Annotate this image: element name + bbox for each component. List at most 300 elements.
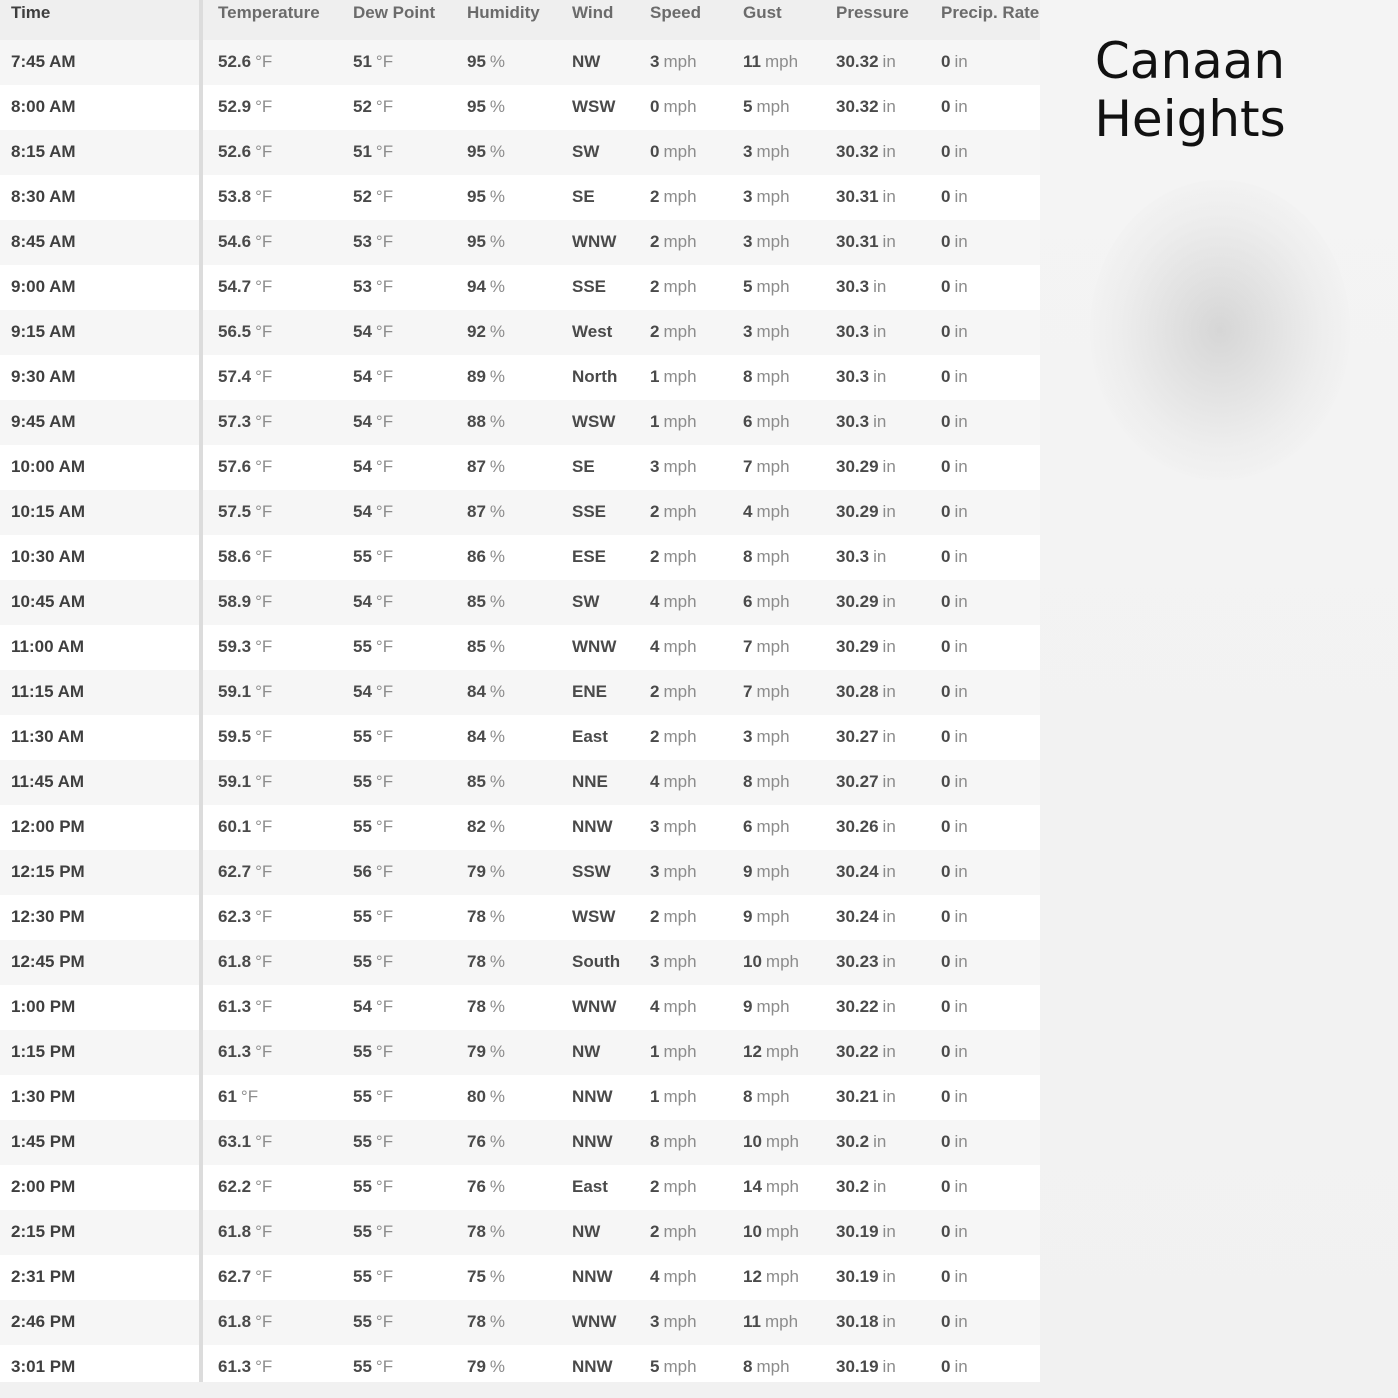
cell-precip-rate: 0 in [941, 1312, 968, 1331]
cell-speed: 3 mph [650, 457, 697, 476]
table-row [0, 85, 1040, 130]
cell-dew-point: 55 °F [353, 547, 394, 566]
cell-dew-point: 55 °F [353, 907, 394, 926]
cell-humidity: 95 % [467, 52, 506, 71]
column-header-speed[interactable]: Speed [650, 3, 702, 22]
cell-humidity: 75 % [467, 1267, 506, 1286]
cell-speed: 2 mph [650, 727, 697, 746]
cell-temperature: 62.3 °F [218, 907, 273, 926]
cell-gust: 8 mph [743, 1357, 790, 1376]
cell-dew-point: 53 °F [353, 277, 394, 296]
column-header-temperature[interactable]: Temperature [218, 3, 320, 22]
cell-dew-point: 55 °F [353, 1312, 394, 1331]
cell-gust: 10 mph [743, 952, 799, 971]
cell-pressure: 30.3 in [836, 412, 887, 431]
cell-gust: 14 mph [743, 1177, 799, 1196]
cell-humidity: 94 % [467, 277, 506, 296]
cell-wind: WSW [572, 907, 616, 926]
table-row [0, 760, 1040, 805]
cell-time: 1:45 PM [11, 1132, 76, 1151]
cell-pressure: 30.3 in [836, 277, 887, 296]
cell-pressure: 30.31 in [836, 232, 896, 251]
cell-gust: 9 mph [743, 997, 790, 1016]
cell-speed: 3 mph [650, 52, 697, 71]
cell-time: 12:30 PM [11, 907, 85, 926]
cell-dew-point: 54 °F [353, 997, 394, 1016]
cell-time: 11:00 AM [11, 637, 85, 656]
cell-dew-point: 52 °F [353, 187, 394, 206]
cell-time: 1:15 PM [11, 1042, 76, 1061]
cell-speed: 5 mph [650, 1357, 697, 1376]
cell-precip-rate: 0 in [941, 1042, 968, 1061]
cell-temperature: 63.1 °F [218, 1132, 273, 1151]
table-row [0, 1120, 1040, 1165]
cell-gust: 8 mph [743, 1087, 790, 1106]
cell-dew-point: 55 °F [353, 817, 394, 836]
cell-pressure: 30.26 in [836, 817, 896, 836]
cell-wind: WSW [572, 412, 616, 431]
cell-time: 10:15 AM [11, 502, 86, 521]
cell-pressure: 30.29 in [836, 502, 896, 521]
cell-gust: 10 mph [743, 1222, 799, 1241]
cell-dew-point: 54 °F [353, 592, 394, 611]
cell-pressure: 30.22 in [836, 997, 896, 1016]
cell-time: 3:01 PM [11, 1357, 76, 1376]
cell-humidity: 82 % [467, 817, 506, 836]
cell-dew-point: 54 °F [353, 322, 394, 341]
cell-time: 2:15 PM [11, 1222, 76, 1241]
cell-temperature: 62.2 °F [218, 1177, 273, 1196]
table-row [0, 535, 1040, 580]
cell-dew-point: 52 °F [353, 97, 394, 116]
cell-time: 9:45 AM [11, 412, 76, 431]
cell-wind: SW [572, 592, 600, 611]
cell-dew-point: 55 °F [353, 1267, 394, 1286]
cell-pressure: 30.19 in [836, 1222, 896, 1241]
cell-dew-point: 54 °F [353, 367, 394, 386]
table-row [0, 625, 1040, 670]
cell-humidity: 78 % [467, 1312, 506, 1331]
cell-humidity: 76 % [467, 1177, 506, 1196]
cell-precip-rate: 0 in [941, 457, 968, 476]
cell-speed: 2 mph [650, 187, 697, 206]
cell-humidity: 78 % [467, 907, 506, 926]
cell-precip-rate: 0 in [941, 1357, 968, 1376]
cell-time: 2:31 PM [11, 1267, 76, 1286]
cell-wind: NNW [572, 1087, 613, 1106]
cell-dew-point: 53 °F [353, 232, 394, 251]
table-row [0, 1255, 1040, 1300]
table-row [0, 1210, 1040, 1255]
background-blur [1090, 180, 1350, 480]
cell-humidity: 85 % [467, 772, 506, 791]
cell-temperature: 52.6 °F [218, 52, 273, 71]
cell-pressure: 30.18 in [836, 1312, 896, 1331]
cell-pressure: 30.28 in [836, 682, 896, 701]
cell-pressure: 30.19 in [836, 1267, 896, 1286]
cell-wind: SE [572, 187, 595, 206]
cell-speed: 1 mph [650, 1042, 697, 1061]
cell-speed: 4 mph [650, 772, 697, 791]
cell-humidity: 95 % [467, 97, 506, 116]
cell-humidity: 87 % [467, 457, 506, 476]
cell-gust: 12 mph [743, 1267, 799, 1286]
cell-dew-point: 55 °F [353, 727, 394, 746]
cell-precip-rate: 0 in [941, 682, 968, 701]
cell-precip-rate: 0 in [941, 1177, 968, 1196]
cell-time: 1:00 PM [11, 997, 76, 1016]
cell-dew-point: 55 °F [353, 1087, 394, 1106]
cell-speed: 3 mph [650, 862, 697, 881]
cell-wind: NW [572, 52, 601, 71]
cell-gust: 11 mph [743, 1312, 799, 1331]
cell-gust: 6 mph [743, 592, 790, 611]
cell-temperature: 62.7 °F [218, 1267, 273, 1286]
cell-humidity: 95 % [467, 232, 506, 251]
cell-speed: 2 mph [650, 322, 697, 341]
cell-precip-rate: 0 in [941, 862, 968, 881]
cell-speed: 1 mph [650, 1087, 697, 1106]
table-row [0, 940, 1040, 985]
cell-temperature: 59.5 °F [218, 727, 273, 746]
cell-time: 8:15 AM [11, 142, 76, 161]
cell-precip-rate: 0 in [941, 277, 968, 296]
table-row [0, 40, 1040, 85]
cell-wind: WNW [572, 1312, 617, 1331]
cell-dew-point: 55 °F [353, 1132, 394, 1151]
cell-speed: 2 mph [650, 232, 697, 251]
cell-speed: 2 mph [650, 502, 697, 521]
cell-gust: 5 mph [743, 97, 790, 116]
column-header-humidity[interactable]: Humidity [467, 3, 540, 22]
cell-humidity: 92 % [467, 322, 506, 341]
cell-time: 9:15 AM [11, 322, 76, 341]
table-row [0, 670, 1040, 715]
cell-speed: 8 mph [650, 1132, 697, 1151]
cell-precip-rate: 0 in [941, 547, 968, 566]
cell-speed: 3 mph [650, 952, 697, 971]
cell-temperature: 61 °F [218, 1087, 259, 1106]
cell-pressure: 30.22 in [836, 1042, 896, 1061]
cell-time: 9:30 AM [11, 367, 76, 386]
cell-pressure: 30.3 in [836, 547, 887, 566]
cell-pressure: 30.23 in [836, 952, 896, 971]
cell-speed: 4 mph [650, 637, 697, 656]
table-row [0, 130, 1040, 175]
cell-precip-rate: 0 in [941, 322, 968, 341]
cell-temperature: 54.7 °F [218, 277, 273, 296]
cell-temperature: 61.8 °F [218, 1312, 273, 1331]
cell-wind: ESE [572, 547, 607, 566]
cell-temperature: 62.7 °F [218, 862, 273, 881]
cell-precip-rate: 0 in [941, 97, 968, 116]
table-row [0, 220, 1040, 265]
cell-precip-rate: 0 in [941, 1132, 968, 1151]
cell-gust: 9 mph [743, 907, 790, 926]
cell-dew-point: 55 °F [353, 1177, 394, 1196]
cell-dew-point: 55 °F [353, 1357, 394, 1376]
cell-temperature: 58.6 °F [218, 547, 273, 566]
cell-time: 1:30 PM [11, 1087, 76, 1106]
cell-pressure: 30.24 in [836, 907, 896, 926]
cell-temperature: 57.5 °F [218, 502, 273, 521]
cell-gust: 6 mph [743, 412, 790, 431]
cell-wind: NW [572, 1042, 601, 1061]
cell-humidity: 80 % [467, 1087, 506, 1106]
cell-precip-rate: 0 in [941, 727, 968, 746]
table-row [0, 985, 1040, 1030]
cell-precip-rate: 0 in [941, 952, 968, 971]
cell-temperature: 57.6 °F [218, 457, 273, 476]
cell-wind: NNW [572, 817, 613, 836]
cell-dew-point: 55 °F [353, 1042, 394, 1061]
cell-gust: 11 mph [743, 52, 799, 71]
cell-wind: West [572, 322, 613, 341]
table-row [0, 355, 1040, 400]
cell-precip-rate: 0 in [941, 1267, 968, 1286]
table-row [0, 265, 1040, 310]
cell-humidity: 86 % [467, 547, 506, 566]
cell-time: 10:45 AM [11, 592, 86, 611]
cell-humidity: 78 % [467, 1222, 506, 1241]
cell-speed: 3 mph [650, 817, 697, 836]
table-row [0, 715, 1040, 760]
cell-temperature: 57.4 °F [218, 367, 273, 386]
cell-precip-rate: 0 in [941, 1087, 968, 1106]
cell-time: 12:45 PM [11, 952, 85, 971]
table-row [0, 445, 1040, 490]
cell-pressure: 30.3 in [836, 322, 887, 341]
cell-precip-rate: 0 in [941, 637, 968, 656]
cell-pressure: 30.32 in [836, 52, 896, 71]
cell-speed: 3 mph [650, 1312, 697, 1331]
cell-humidity: 78 % [467, 997, 506, 1016]
cell-wind: SSE [572, 277, 607, 296]
cell-gust: 3 mph [743, 232, 790, 251]
cell-humidity: 84 % [467, 727, 506, 746]
cell-temperature: 57.3 °F [218, 412, 273, 431]
cell-dew-point: 54 °F [353, 502, 394, 521]
table-row [0, 895, 1040, 940]
cell-time: 11:30 AM [11, 727, 85, 746]
cell-precip-rate: 0 in [941, 142, 968, 161]
column-header-pressure[interactable]: Pressure [836, 3, 909, 22]
cell-dew-point: 55 °F [353, 1222, 394, 1241]
cell-precip-rate: 0 in [941, 187, 968, 206]
table-row [0, 1300, 1040, 1345]
cell-pressure: 30.24 in [836, 862, 896, 881]
cell-humidity: 79 % [467, 862, 506, 881]
table-body [0, 40, 1040, 1382]
table-row [0, 850, 1040, 895]
time-column-divider [199, 0, 203, 1382]
table-row [0, 1075, 1040, 1120]
cell-gust: 3 mph [743, 142, 790, 161]
cell-gust: 3 mph [743, 727, 790, 746]
cell-dew-point: 54 °F [353, 457, 394, 476]
cell-humidity: 88 % [467, 412, 506, 431]
cell-dew-point: 55 °F [353, 952, 394, 971]
table-header [0, 0, 1040, 42]
cell-gust: 4 mph [743, 502, 790, 521]
cell-speed: 4 mph [650, 592, 697, 611]
cell-gust: 7 mph [743, 457, 790, 476]
table-row [0, 400, 1040, 445]
cell-pressure: 30.19 in [836, 1357, 896, 1376]
cell-precip-rate: 0 in [941, 907, 968, 926]
cell-speed: 2 mph [650, 547, 697, 566]
cell-wind: NNW [572, 1267, 613, 1286]
table-row [0, 580, 1040, 625]
cell-precip-rate: 0 in [941, 412, 968, 431]
cell-temperature: 53.8 °F [218, 187, 273, 206]
cell-wind: NNE [572, 772, 608, 791]
cell-humidity: 85 % [467, 637, 506, 656]
cell-pressure: 30.31 in [836, 187, 896, 206]
cell-temperature: 56.5 °F [218, 322, 273, 341]
cell-pressure: 30.27 in [836, 772, 896, 791]
cell-temperature: 61.3 °F [218, 997, 273, 1016]
cell-wind: NNW [572, 1357, 613, 1376]
cell-pressure: 30.32 in [836, 97, 896, 116]
cell-wind: SE [572, 457, 595, 476]
cell-gust: 5 mph [743, 277, 790, 296]
cell-wind: North [572, 367, 618, 386]
cell-temperature: 52.9 °F [218, 97, 273, 116]
column-header-time[interactable]: Time [11, 3, 51, 22]
cell-dew-point: 56 °F [353, 862, 394, 881]
cell-wind: WNW [572, 997, 617, 1016]
cell-humidity: 84 % [467, 682, 506, 701]
cell-speed: 4 mph [650, 997, 697, 1016]
cell-temperature: 59.1 °F [218, 772, 273, 791]
cell-gust: 9 mph [743, 862, 790, 881]
cell-gust: 6 mph [743, 817, 790, 836]
cell-pressure: 30.21 in [836, 1087, 896, 1106]
cell-gust: 8 mph [743, 547, 790, 566]
cell-dew-point: 55 °F [353, 772, 394, 791]
column-header-wind[interactable]: Wind [572, 3, 614, 22]
cell-speed: 0 mph [650, 142, 697, 161]
table-row [0, 1345, 1040, 1382]
table-row [0, 490, 1040, 535]
cell-wind: East [572, 727, 608, 746]
cell-wind: NNW [572, 1132, 613, 1151]
cell-temperature: 60.1 °F [218, 817, 273, 836]
cell-precip-rate: 0 in [941, 772, 968, 791]
cell-dew-point: 51 °F [353, 142, 394, 161]
cell-time: 8:45 AM [11, 232, 76, 251]
table-row [0, 1165, 1040, 1210]
cell-gust: 8 mph [743, 772, 790, 791]
column-header-gust[interactable]: Gust [743, 3, 782, 22]
cell-precip-rate: 0 in [941, 367, 968, 386]
cell-wind: NW [572, 1222, 601, 1241]
cell-time: 11:15 AM [11, 682, 85, 701]
cell-speed: 2 mph [650, 1177, 697, 1196]
cell-wind: WSW [572, 97, 616, 116]
cell-gust: 10 mph [743, 1132, 799, 1151]
cell-precip-rate: 0 in [941, 502, 968, 521]
cell-humidity: 85 % [467, 592, 506, 611]
cell-precip-rate: 0 in [941, 997, 968, 1016]
cell-wind: South [572, 952, 621, 971]
cell-gust: 12 mph [743, 1042, 799, 1061]
cell-temperature: 59.3 °F [218, 637, 273, 656]
cell-wind: WNW [572, 232, 617, 251]
cell-temperature: 61.3 °F [218, 1042, 273, 1061]
location-title: Canaan Heights [1094, 32, 1286, 148]
cell-wind: SSE [572, 502, 607, 521]
cell-humidity: 79 % [467, 1042, 506, 1061]
cell-temperature: 52.6 °F [218, 142, 273, 161]
cell-pressure: 30.2 in [836, 1177, 887, 1196]
cell-dew-point: 54 °F [353, 682, 394, 701]
cell-humidity: 79 % [467, 1357, 506, 1376]
cell-pressure: 30.2 in [836, 1132, 887, 1151]
column-header-dew-point[interactable]: Dew Point [353, 3, 436, 22]
cell-time: 2:46 PM [11, 1312, 76, 1331]
cell-time: 8:00 AM [11, 97, 76, 116]
cell-dew-point: 54 °F [353, 412, 394, 431]
cell-speed: 2 mph [650, 907, 697, 926]
cell-time: 9:00 AM [11, 277, 76, 296]
cell-speed: 0 mph [650, 97, 697, 116]
cell-temperature: 61.8 °F [218, 952, 273, 971]
cell-speed: 1 mph [650, 412, 697, 431]
cell-speed: 2 mph [650, 277, 697, 296]
cell-temperature: 54.6 °F [218, 232, 273, 251]
cell-humidity: 95 % [467, 142, 506, 161]
cell-humidity: 95 % [467, 187, 506, 206]
table-row [0, 175, 1040, 220]
cell-time: 11:45 AM [11, 772, 85, 791]
cell-time: 7:45 AM [11, 52, 76, 71]
cell-wind: ENE [572, 682, 607, 701]
cell-dew-point: 51 °F [353, 52, 394, 71]
cell-pressure: 30.29 in [836, 457, 896, 476]
cell-gust: 8 mph [743, 367, 790, 386]
cell-pressure: 30.27 in [836, 727, 896, 746]
cell-precip-rate: 0 in [941, 232, 968, 251]
cell-humidity: 89 % [467, 367, 506, 386]
cell-humidity: 76 % [467, 1132, 506, 1151]
cell-time: 2:00 PM [11, 1177, 76, 1196]
cell-gust: 3 mph [743, 187, 790, 206]
cell-speed: 1 mph [650, 367, 697, 386]
cell-dew-point: 55 °F [353, 637, 394, 656]
cell-precip-rate: 0 in [941, 592, 968, 611]
cell-time: 12:15 PM [11, 862, 85, 881]
cell-humidity: 78 % [467, 952, 506, 971]
cell-wind: SSW [572, 862, 611, 881]
cell-precip-rate: 0 in [941, 817, 968, 836]
cell-pressure: 30.3 in [836, 367, 887, 386]
cell-wind: WNW [572, 637, 617, 656]
cell-time: 8:30 AM [11, 187, 76, 206]
cell-precip-rate: 0 in [941, 1222, 968, 1241]
cell-speed: 2 mph [650, 1222, 697, 1241]
cell-pressure: 30.29 in [836, 637, 896, 656]
cell-temperature: 59.1 °F [218, 682, 273, 701]
cell-pressure: 30.29 in [836, 592, 896, 611]
cell-speed: 2 mph [650, 682, 697, 701]
cell-wind: East [572, 1177, 608, 1196]
cell-temperature: 61.3 °F [218, 1357, 273, 1376]
column-header-precip-rate[interactable]: Precip. Rate [941, 3, 1040, 22]
cell-speed: 4 mph [650, 1267, 697, 1286]
cell-gust: 3 mph [743, 322, 790, 341]
